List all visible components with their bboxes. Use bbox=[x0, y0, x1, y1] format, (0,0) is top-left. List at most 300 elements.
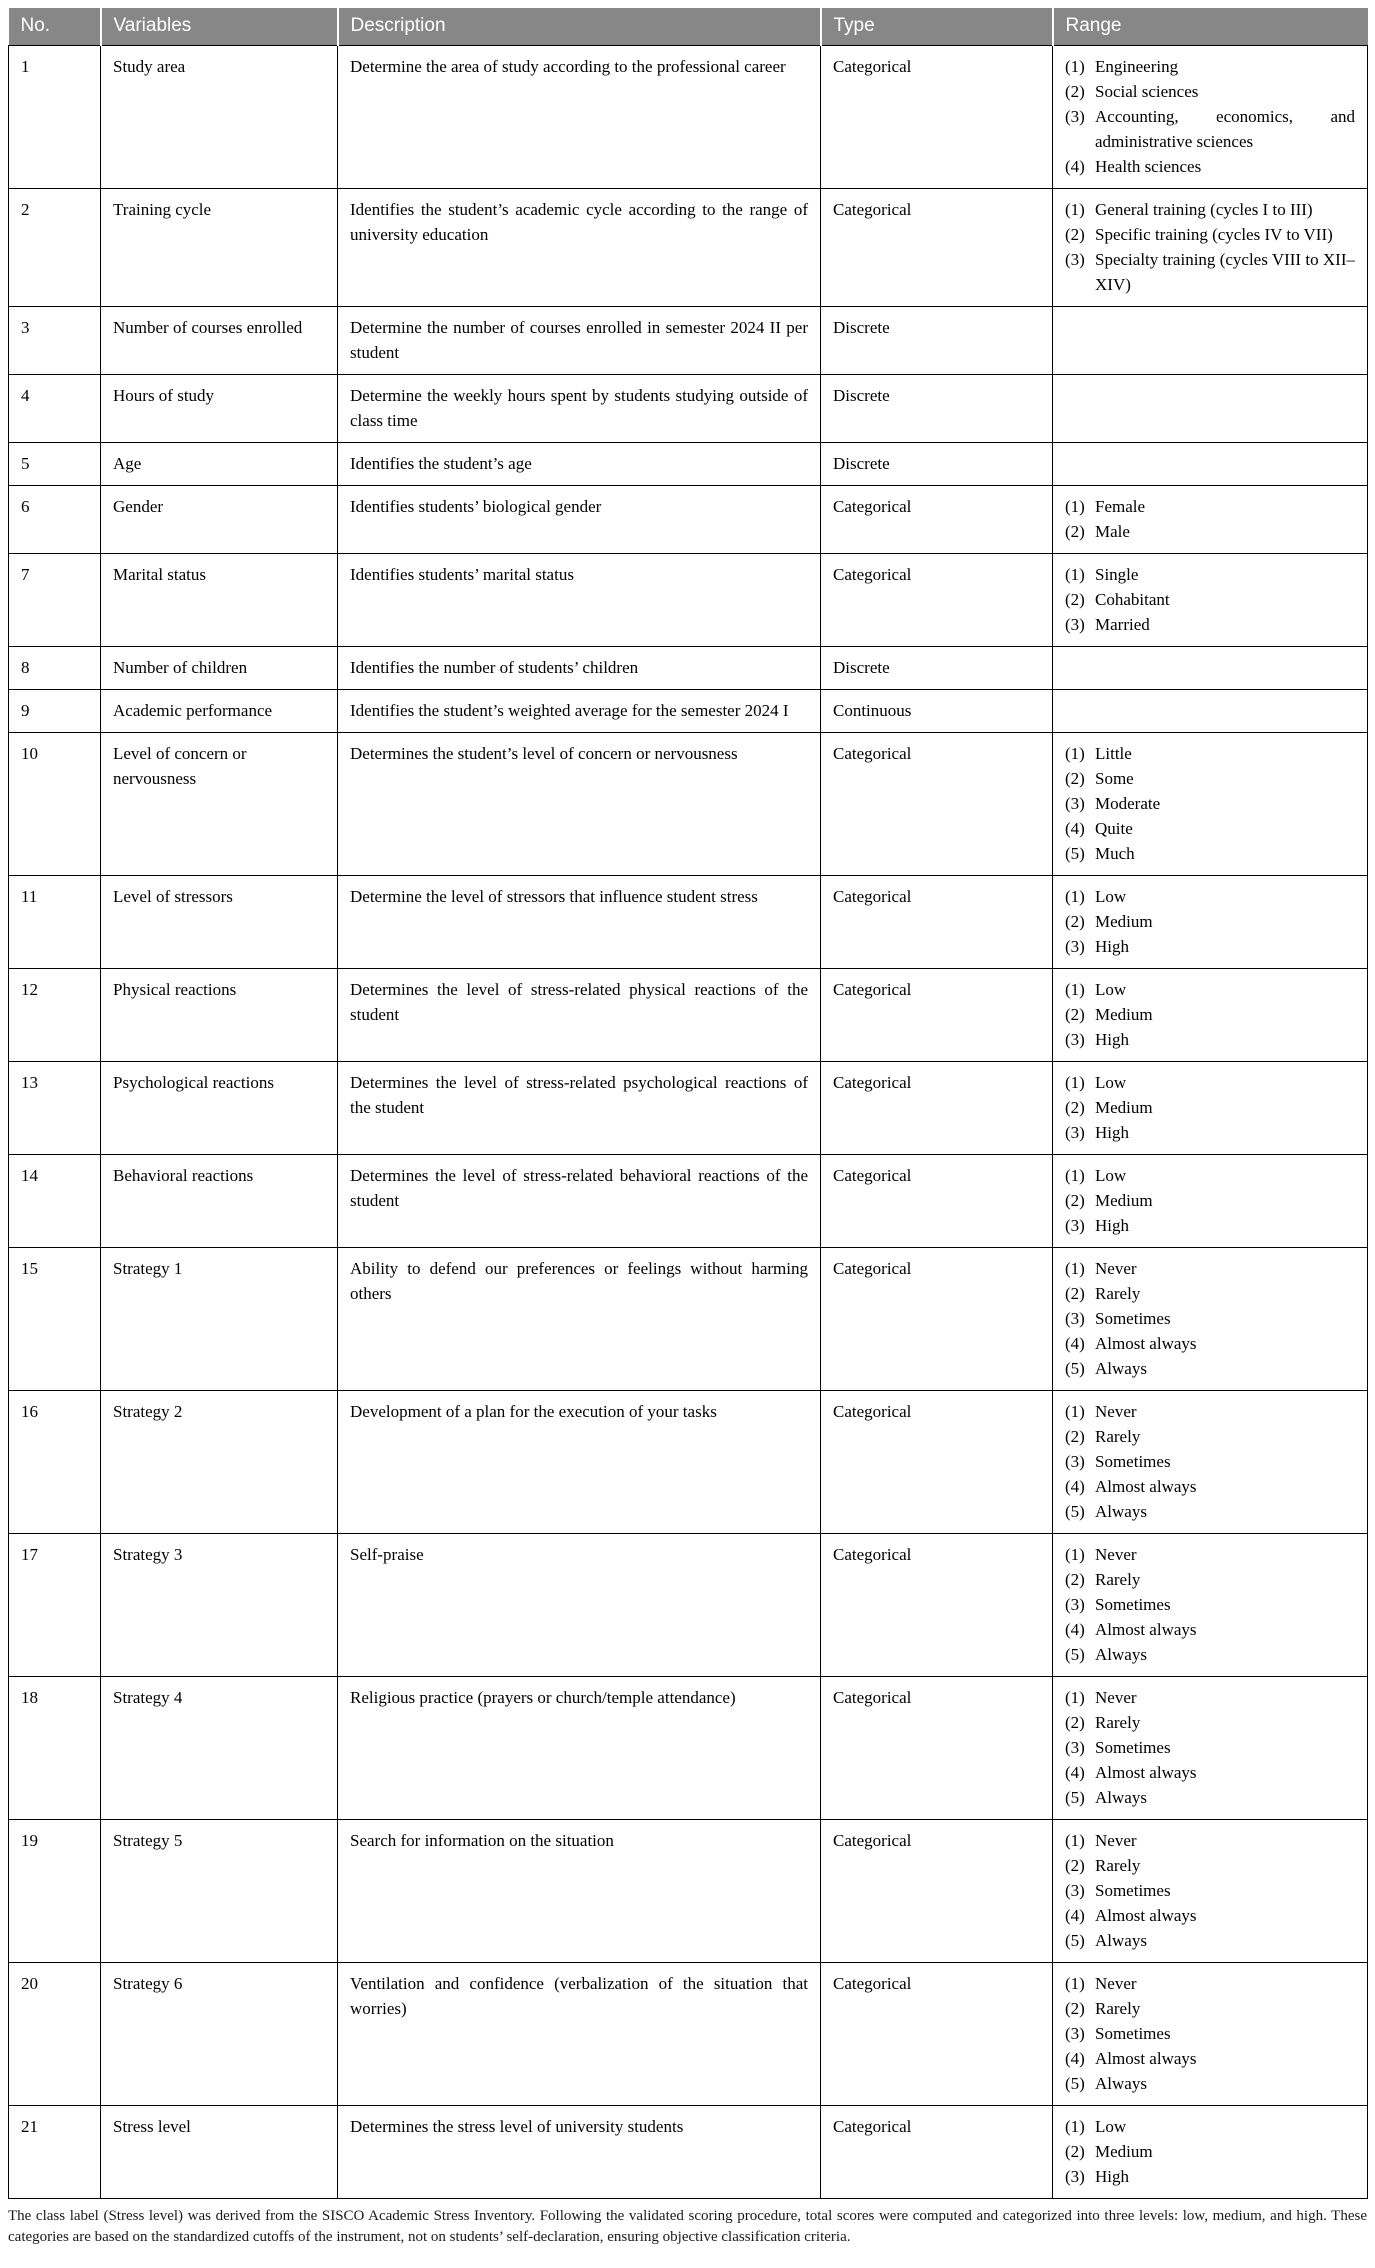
cell-variable: Number of children bbox=[101, 647, 338, 690]
range-item bbox=[1065, 1281, 1355, 1306]
range-item bbox=[1065, 1617, 1355, 1642]
range-item bbox=[1065, 1903, 1355, 1928]
col-header-type: Type bbox=[821, 8, 1053, 46]
range-item bbox=[1065, 934, 1355, 959]
cell-description: Determine the weekly hours spent by students studying outside of class time bbox=[338, 375, 821, 443]
range-item-number: (4) bbox=[1065, 1763, 1085, 1782]
cell-variable: Training cycle bbox=[101, 189, 338, 307]
cell-no: 3 bbox=[9, 307, 101, 375]
cell-type: Categorical bbox=[821, 1062, 1053, 1155]
col-header-range: Range bbox=[1053, 8, 1368, 46]
cell-description: Determines the stress level of university students bbox=[338, 2106, 821, 2199]
cell-type: Categorical bbox=[821, 1248, 1053, 1391]
range-item-number: (5) bbox=[1065, 1359, 1085, 1378]
cell-no: 8 bbox=[9, 647, 101, 690]
range-item bbox=[1065, 1853, 1355, 1878]
cell-no: 7 bbox=[9, 554, 101, 647]
cell-type: Categorical bbox=[821, 46, 1053, 189]
range-item-label: Medium bbox=[1095, 2142, 1153, 2161]
range-item-label: Never bbox=[1095, 1688, 1137, 1707]
cell-no: 14 bbox=[9, 1155, 101, 1248]
range-item-label: Almost always bbox=[1095, 1477, 1197, 1496]
range-item-number: (2) bbox=[1065, 522, 1085, 541]
range-item-number: (5) bbox=[1065, 1788, 1085, 1807]
cell-variable: Behavioral reactions bbox=[101, 1155, 338, 1248]
range-item-label: Almost always bbox=[1095, 1763, 1197, 1782]
range-item-label: Specific training (cycles IV to VII) bbox=[1095, 225, 1333, 244]
cell-variable: Level of concern or nervousness bbox=[101, 733, 338, 876]
cell-type: Discrete bbox=[821, 647, 1053, 690]
cell-type: Categorical bbox=[821, 1391, 1053, 1534]
table-row bbox=[9, 554, 1368, 647]
range-item bbox=[1065, 104, 1355, 154]
range-item-label: Sometimes bbox=[1095, 1738, 1171, 1757]
range-item bbox=[1065, 1356, 1355, 1381]
table-row bbox=[9, 1534, 1368, 1677]
range-item bbox=[1065, 1542, 1355, 1567]
cell-description: Search for information on the situation bbox=[338, 1820, 821, 1963]
table-row bbox=[9, 1963, 1368, 2106]
cell-range bbox=[1053, 690, 1368, 733]
cell-description: Identifies the student’s academic cycle according to the range of university education bbox=[338, 189, 821, 307]
range-item-label: Low bbox=[1095, 2117, 1127, 2136]
range-item-number: (1) bbox=[1065, 887, 1085, 906]
cell-no: 4 bbox=[9, 375, 101, 443]
range-item bbox=[1065, 587, 1355, 612]
cell-no: 1 bbox=[9, 46, 101, 189]
range-item-number: (5) bbox=[1065, 1645, 1085, 1664]
range-item-label: High bbox=[1095, 1123, 1129, 1142]
range-item-label: Some bbox=[1095, 769, 1134, 788]
range-item bbox=[1065, 1306, 1355, 1331]
range-item bbox=[1065, 1331, 1355, 1356]
cell-description: Identifies students’ biological gender bbox=[338, 486, 821, 554]
range-item bbox=[1065, 1760, 1355, 1785]
cell-range bbox=[1053, 375, 1368, 443]
cell-description: Determine the number of courses enrolled in semester 2024 II per student bbox=[338, 307, 821, 375]
cell-no: 21 bbox=[9, 2106, 101, 2199]
range-item-number: (1) bbox=[1065, 1073, 1085, 1092]
range-item-label: Rarely bbox=[1095, 1856, 1141, 1875]
range-item bbox=[1065, 1399, 1355, 1424]
range-item-label: Health sciences bbox=[1095, 157, 1202, 176]
range-item-label: Sometimes bbox=[1095, 2024, 1171, 2043]
range-item-label: Rarely bbox=[1095, 1284, 1141, 1303]
range-item-number: (1) bbox=[1065, 200, 1085, 219]
range-item bbox=[1065, 154, 1355, 179]
range-item bbox=[1065, 2164, 1355, 2189]
range-item bbox=[1065, 1928, 1355, 1953]
variables-table bbox=[8, 8, 1368, 2199]
cell-description: Identifies the number of students’ children bbox=[338, 647, 821, 690]
range-item-label: Cohabitant bbox=[1095, 590, 1170, 609]
table-body bbox=[9, 46, 1368, 2199]
cell-description: Identifies students’ marital status bbox=[338, 554, 821, 647]
cell-description: Determines the level of stress-related psychological reactions of the student bbox=[338, 1062, 821, 1155]
range-item bbox=[1065, 1070, 1355, 1095]
range-item bbox=[1065, 222, 1355, 247]
cell-type: Categorical bbox=[821, 189, 1053, 307]
cell-no: 5 bbox=[9, 443, 101, 486]
range-item-label: Engineering bbox=[1095, 57, 1179, 76]
cell-range bbox=[1053, 1963, 1368, 2106]
table-row bbox=[9, 876, 1368, 969]
cell-type: Continuous bbox=[821, 690, 1053, 733]
cell-range bbox=[1053, 46, 1368, 189]
range-item bbox=[1065, 1828, 1355, 1853]
range-item bbox=[1065, 791, 1355, 816]
range-item-number: (1) bbox=[1065, 2117, 1085, 2136]
range-item-label: Low bbox=[1095, 980, 1127, 999]
range-item-number: (4) bbox=[1065, 1620, 1085, 1639]
cell-description: Determines the level of stress-related physical reactions of the student bbox=[338, 969, 821, 1062]
range-item bbox=[1065, 1213, 1355, 1238]
range-item-number: (4) bbox=[1065, 157, 1085, 176]
range-item-label: Always bbox=[1095, 1359, 1147, 1378]
table-row bbox=[9, 969, 1368, 1062]
range-item-number: (4) bbox=[1065, 1906, 1085, 1925]
range-item-number: (4) bbox=[1065, 2049, 1085, 2068]
range-item bbox=[1065, 54, 1355, 79]
range-item-number: (3) bbox=[1065, 1595, 1085, 1614]
range-item-number: (1) bbox=[1065, 1545, 1085, 1564]
cell-variable: Hours of study bbox=[101, 375, 338, 443]
range-item-label: High bbox=[1095, 2167, 1129, 2186]
range-item-label: Never bbox=[1095, 1974, 1137, 1993]
range-item bbox=[1065, 519, 1355, 544]
cell-no: 2 bbox=[9, 189, 101, 307]
range-item-label: Rarely bbox=[1095, 1570, 1141, 1589]
cell-type: Categorical bbox=[821, 554, 1053, 647]
cell-range bbox=[1053, 2106, 1368, 2199]
range-item-label: High bbox=[1095, 1216, 1129, 1235]
range-item bbox=[1065, 1642, 1355, 1667]
range-item bbox=[1065, 741, 1355, 766]
range-item-number: (1) bbox=[1065, 1166, 1085, 1185]
cell-variable: Strategy 4 bbox=[101, 1677, 338, 1820]
range-item-number: (2) bbox=[1065, 912, 1085, 931]
cell-type: Categorical bbox=[821, 969, 1053, 1062]
range-item-number: (3) bbox=[1065, 937, 1085, 956]
range-item-number: (2) bbox=[1065, 82, 1085, 101]
range-item bbox=[1065, 884, 1355, 909]
range-item bbox=[1065, 816, 1355, 841]
table-row bbox=[9, 307, 1368, 375]
range-item-label: Almost always bbox=[1095, 1906, 1197, 1925]
table-row bbox=[9, 189, 1368, 307]
range-item-number: (2) bbox=[1065, 1999, 1085, 2018]
cell-no: 15 bbox=[9, 1248, 101, 1391]
range-item-number: (3) bbox=[1065, 615, 1085, 634]
table-row bbox=[9, 1062, 1368, 1155]
range-item bbox=[1065, 1188, 1355, 1213]
range-item bbox=[1065, 841, 1355, 866]
range-item-label: Sometimes bbox=[1095, 1881, 1171, 1900]
range-item bbox=[1065, 909, 1355, 934]
range-item-number: (1) bbox=[1065, 1974, 1085, 1993]
table-row bbox=[9, 1820, 1368, 1963]
cell-range bbox=[1053, 1677, 1368, 1820]
cell-type: Discrete bbox=[821, 443, 1053, 486]
range-item bbox=[1065, 1710, 1355, 1735]
cell-range bbox=[1053, 1155, 1368, 1248]
range-item bbox=[1065, 1120, 1355, 1145]
range-item bbox=[1065, 1499, 1355, 1524]
col-header-variables: Variables bbox=[101, 8, 338, 46]
range-item-number: (3) bbox=[1065, 107, 1085, 126]
cell-range bbox=[1053, 443, 1368, 486]
cell-no: 19 bbox=[9, 1820, 101, 1963]
range-item-label: Married bbox=[1095, 615, 1150, 634]
range-item-number: (1) bbox=[1065, 1402, 1085, 1421]
cell-no: 20 bbox=[9, 1963, 101, 2106]
range-item bbox=[1065, 2071, 1355, 2096]
range-item-label: Little bbox=[1095, 744, 1132, 763]
cell-range bbox=[1053, 876, 1368, 969]
range-item-number: (1) bbox=[1065, 565, 1085, 584]
range-item bbox=[1065, 79, 1355, 104]
cell-variable: Strategy 6 bbox=[101, 1963, 338, 2106]
range-item-label: Rarely bbox=[1095, 1427, 1141, 1446]
range-item-number: (2) bbox=[1065, 1005, 1085, 1024]
range-item bbox=[1065, 2139, 1355, 2164]
range-item-label: Never bbox=[1095, 1259, 1137, 1278]
cell-range bbox=[1053, 554, 1368, 647]
range-item-label: Medium bbox=[1095, 1005, 1153, 1024]
range-item-number: (3) bbox=[1065, 2024, 1085, 2043]
range-item-number: (4) bbox=[1065, 819, 1085, 838]
range-item bbox=[1065, 2021, 1355, 2046]
range-item-label: Specialty training (cycles VIII to XII–XIV) bbox=[1095, 250, 1355, 294]
cell-no: 12 bbox=[9, 969, 101, 1062]
range-item bbox=[1065, 766, 1355, 791]
range-item-number: (2) bbox=[1065, 1856, 1085, 1875]
range-item-label: General training (cycles I to III) bbox=[1095, 200, 1313, 219]
range-item-number: (1) bbox=[1065, 57, 1085, 76]
range-item-number: (3) bbox=[1065, 1452, 1085, 1471]
cell-range bbox=[1053, 189, 1368, 307]
range-item-number: (1) bbox=[1065, 1688, 1085, 1707]
range-item bbox=[1065, 1971, 1355, 1996]
range-item-label: Always bbox=[1095, 1645, 1147, 1664]
range-item-label: Low bbox=[1095, 1166, 1127, 1185]
cell-description: Identifies the student’s age bbox=[338, 443, 821, 486]
range-item-label: Female bbox=[1095, 497, 1146, 516]
range-item bbox=[1065, 1424, 1355, 1449]
cell-description: Ventilation and confidence (verbalization of the situation that worries) bbox=[338, 1963, 821, 2106]
range-item-number: (2) bbox=[1065, 1284, 1085, 1303]
range-item-number: (1) bbox=[1065, 1259, 1085, 1278]
range-item-number: (3) bbox=[1065, 1881, 1085, 1900]
range-item-number: (2) bbox=[1065, 1713, 1085, 1732]
table-row bbox=[9, 46, 1368, 189]
cell-range bbox=[1053, 1248, 1368, 1391]
table-row bbox=[9, 647, 1368, 690]
cell-variable: Number of courses enrolled bbox=[101, 307, 338, 375]
cell-description: Identifies the student’s weighted average for the semester 2024 I bbox=[338, 690, 821, 733]
range-item bbox=[1065, 1567, 1355, 1592]
cell-type: Categorical bbox=[821, 1677, 1053, 1820]
range-item-number: (2) bbox=[1065, 1191, 1085, 1210]
table-row bbox=[9, 486, 1368, 554]
cell-description: Determine the area of study according to the professional career bbox=[338, 46, 821, 189]
cell-variable: Strategy 2 bbox=[101, 1391, 338, 1534]
range-item-label: Almost always bbox=[1095, 1334, 1197, 1353]
cell-type: Categorical bbox=[821, 1963, 1053, 2106]
cell-no: 11 bbox=[9, 876, 101, 969]
range-item bbox=[1065, 1474, 1355, 1499]
cell-no: 13 bbox=[9, 1062, 101, 1155]
cell-type: Discrete bbox=[821, 375, 1053, 443]
range-item bbox=[1065, 1996, 1355, 2021]
range-item-number: (1) bbox=[1065, 744, 1085, 763]
table-row bbox=[9, 1155, 1368, 1248]
range-item-label: Rarely bbox=[1095, 1713, 1141, 1732]
range-item-number: (3) bbox=[1065, 794, 1085, 813]
range-item bbox=[1065, 197, 1355, 222]
range-item-number: (2) bbox=[1065, 1098, 1085, 1117]
cell-variable: Study area bbox=[101, 46, 338, 189]
range-item-label: Always bbox=[1095, 2074, 1147, 2093]
range-item bbox=[1065, 1095, 1355, 1120]
table-row bbox=[9, 690, 1368, 733]
range-item bbox=[1065, 1163, 1355, 1188]
cell-no: 16 bbox=[9, 1391, 101, 1534]
cell-variable: Strategy 1 bbox=[101, 1248, 338, 1391]
range-item-label: Sometimes bbox=[1095, 1595, 1171, 1614]
cell-range bbox=[1053, 733, 1368, 876]
range-item-number: (2) bbox=[1065, 1570, 1085, 1589]
table-footnote: The class label (Stress level) was derived from the SISCO Academic Stress Inventory. Following the validated scoring procedure, total scores were computed and categorized into three levels: low, medium, and high. These categories are based on the standardized cutoffs of the instrument, not on students’ self-declaration, ensuring objective classification criteria. bbox=[8, 2208, 1367, 2245]
range-item-label: Social sciences bbox=[1095, 82, 1199, 101]
cell-variable: Academic performance bbox=[101, 690, 338, 733]
range-item bbox=[1065, 2114, 1355, 2139]
col-header-description: Description bbox=[338, 8, 821, 46]
range-item bbox=[1065, 1785, 1355, 1810]
range-item-label: Medium bbox=[1095, 1191, 1153, 1210]
range-item-number: (2) bbox=[1065, 225, 1085, 244]
range-item bbox=[1065, 1256, 1355, 1281]
range-item-label: Medium bbox=[1095, 912, 1153, 931]
range-item-number: (5) bbox=[1065, 1931, 1085, 1950]
cell-no: 18 bbox=[9, 1677, 101, 1820]
range-item-label: Never bbox=[1095, 1545, 1137, 1564]
range-item-number: (1) bbox=[1065, 980, 1085, 999]
range-item-number: (3) bbox=[1065, 1309, 1085, 1328]
range-item-number: (5) bbox=[1065, 2074, 1085, 2093]
range-item-label: Low bbox=[1095, 1073, 1127, 1092]
range-item-number: (2) bbox=[1065, 2142, 1085, 2161]
range-item-label: Almost always bbox=[1095, 2049, 1197, 2068]
cell-type: Categorical bbox=[821, 2106, 1053, 2199]
cell-description: Determines the student’s level of concern or nervousness bbox=[338, 733, 821, 876]
cell-no: 17 bbox=[9, 1534, 101, 1677]
table-row bbox=[9, 1248, 1368, 1391]
cell-range bbox=[1053, 1820, 1368, 1963]
range-item bbox=[1065, 1002, 1355, 1027]
range-item-label: Never bbox=[1095, 1402, 1137, 1421]
table-row bbox=[9, 2106, 1368, 2199]
range-item-label: Quite bbox=[1095, 819, 1133, 838]
range-item-label: Almost always bbox=[1095, 1620, 1197, 1639]
range-item-number: (4) bbox=[1065, 1477, 1085, 1496]
cell-variable: Physical reactions bbox=[101, 969, 338, 1062]
range-item bbox=[1065, 247, 1355, 297]
range-item-number: (5) bbox=[1065, 844, 1085, 863]
cell-variable: Marital status bbox=[101, 554, 338, 647]
cell-variable: Strategy 3 bbox=[101, 1534, 338, 1677]
range-item-label: Much bbox=[1095, 844, 1135, 863]
range-item-number: (1) bbox=[1065, 497, 1085, 516]
cell-type: Categorical bbox=[821, 876, 1053, 969]
range-item-number: (3) bbox=[1065, 250, 1085, 269]
cell-variable: Gender bbox=[101, 486, 338, 554]
cell-description: Determines the level of stress-related behavioral reactions of the student bbox=[338, 1155, 821, 1248]
range-item-label: High bbox=[1095, 1030, 1129, 1049]
range-item-label: Always bbox=[1095, 1788, 1147, 1807]
range-item-label: Sometimes bbox=[1095, 1309, 1171, 1328]
cell-range bbox=[1053, 1062, 1368, 1155]
range-item-label: Accounting, economics, and administrative sciences bbox=[1095, 107, 1355, 151]
range-item-number: (3) bbox=[1065, 2167, 1085, 2186]
cell-no: 6 bbox=[9, 486, 101, 554]
range-item-label: Male bbox=[1095, 522, 1130, 541]
range-item-number: (3) bbox=[1065, 1030, 1085, 1049]
range-item bbox=[1065, 1592, 1355, 1617]
range-item-label: Always bbox=[1095, 1502, 1147, 1521]
cell-range bbox=[1053, 486, 1368, 554]
range-item-number: (2) bbox=[1065, 1427, 1085, 1446]
range-item-label: Never bbox=[1095, 1831, 1137, 1850]
cell-range bbox=[1053, 1534, 1368, 1677]
cell-description: Development of a plan for the execution of your tasks bbox=[338, 1391, 821, 1534]
cell-no: 10 bbox=[9, 733, 101, 876]
range-item-label: Moderate bbox=[1095, 794, 1161, 813]
range-item-number: (1) bbox=[1065, 1831, 1085, 1850]
range-item-label: Low bbox=[1095, 887, 1127, 906]
header-row bbox=[9, 8, 1368, 46]
cell-variable: Age bbox=[101, 443, 338, 486]
range-item bbox=[1065, 1735, 1355, 1760]
range-item-label: Rarely bbox=[1095, 1999, 1141, 2018]
table-row bbox=[9, 1677, 1368, 1820]
cell-variable: Strategy 5 bbox=[101, 1820, 338, 1963]
range-item-number: (3) bbox=[1065, 1738, 1085, 1757]
range-item bbox=[1065, 1878, 1355, 1903]
cell-range bbox=[1053, 647, 1368, 690]
col-header-no: No. bbox=[9, 8, 101, 46]
cell-range bbox=[1053, 307, 1368, 375]
range-item-number: (5) bbox=[1065, 1502, 1085, 1521]
cell-variable: Stress level bbox=[101, 2106, 338, 2199]
cell-type: Categorical bbox=[821, 1155, 1053, 1248]
range-item-number: (3) bbox=[1065, 1216, 1085, 1235]
range-item-label: High bbox=[1095, 937, 1129, 956]
cell-type: Categorical bbox=[821, 486, 1053, 554]
cell-range bbox=[1053, 969, 1368, 1062]
range-item bbox=[1065, 1449, 1355, 1474]
range-item bbox=[1065, 977, 1355, 1002]
range-item bbox=[1065, 494, 1355, 519]
range-item bbox=[1065, 612, 1355, 637]
range-item bbox=[1065, 1027, 1355, 1052]
range-item-label: Sometimes bbox=[1095, 1452, 1171, 1471]
table-row bbox=[9, 733, 1368, 876]
cell-description: Ability to defend our preferences or feelings without harming others bbox=[338, 1248, 821, 1391]
cell-range bbox=[1053, 1391, 1368, 1534]
range-item-number: (3) bbox=[1065, 1123, 1085, 1142]
cell-type: Categorical bbox=[821, 1534, 1053, 1677]
